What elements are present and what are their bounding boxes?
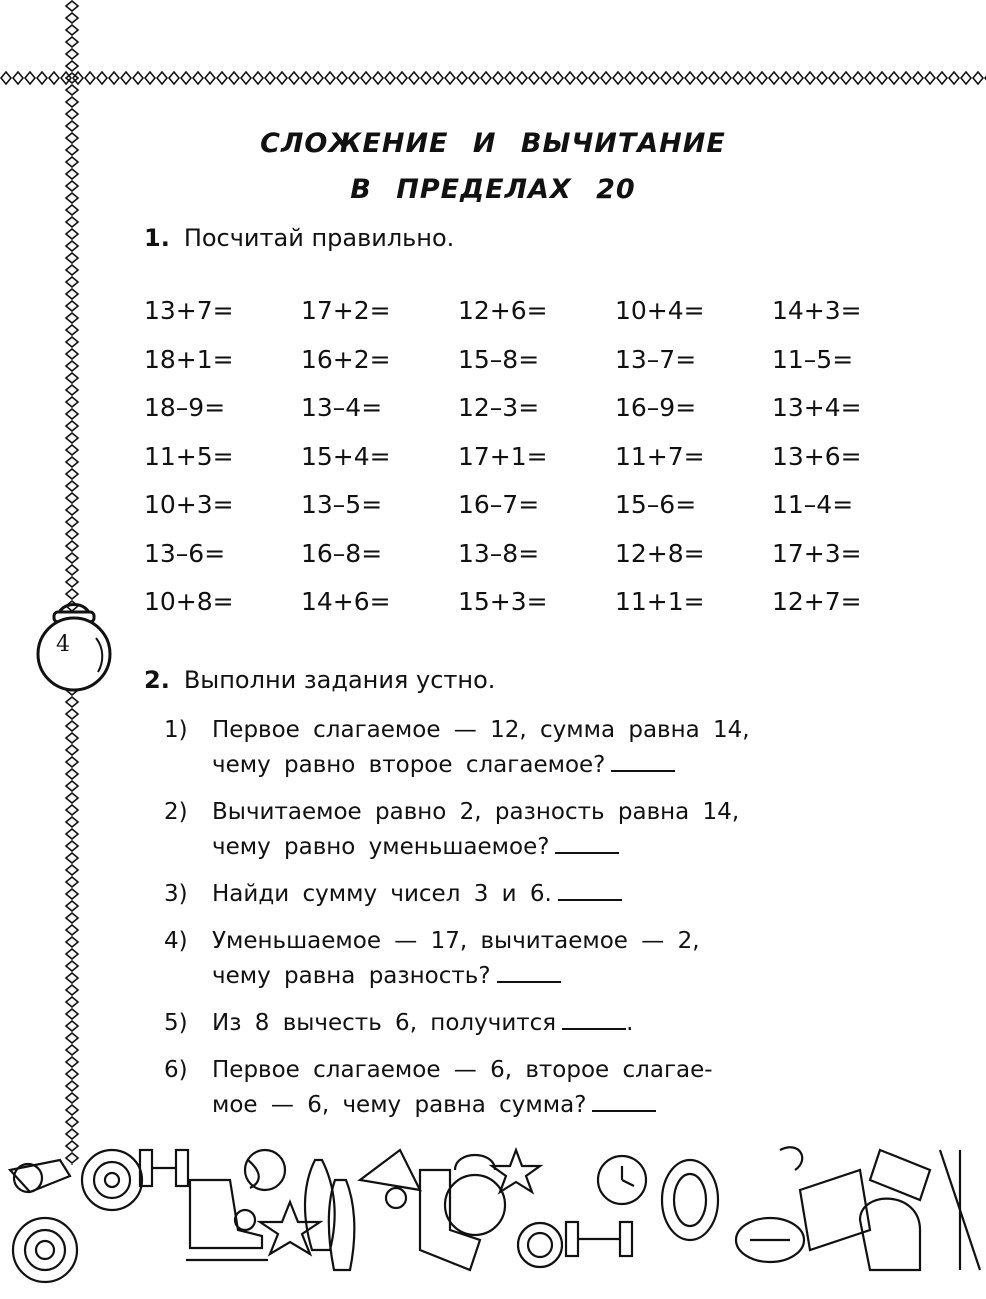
equation: 11+1= — [615, 587, 705, 616]
arrows-icon — [940, 1150, 980, 1270]
sports-doodle-border — [0, 1130, 986, 1299]
equation: 11+7= — [615, 441, 705, 471]
equation: 15–6= — [615, 490, 697, 519]
small-ball-icon — [235, 1210, 255, 1230]
equation: 13+4= — [772, 393, 862, 422]
task-text — [212, 1006, 884, 1041]
answer-blank — [611, 748, 675, 772]
task-list — [164, 713, 884, 1135]
answer-blank — [592, 1088, 656, 1112]
task-item — [164, 1006, 884, 1041]
equation: 16+2= — [301, 344, 391, 374]
task-line: Найди сумму чисел 3 и 6. — [212, 881, 552, 907]
equation: 11–5= — [772, 344, 854, 374]
task-line: чему равно второе слагаемое? — [212, 752, 606, 778]
equation: 15+3= — [458, 587, 548, 616]
kettlebell-icon — [24, 594, 124, 694]
equation: 12+7= — [772, 587, 862, 616]
task-end-punctuation: . — [626, 1010, 634, 1036]
page-title-line-2: В ПРЕДЕЛАХ 20 — [350, 174, 636, 205]
equation: 15–8= — [458, 344, 540, 374]
task-line: Первое слагаемое — 12, сумма равна 14, — [212, 717, 750, 743]
task-item — [164, 713, 884, 783]
equation: 11–4= — [772, 490, 854, 519]
task-text — [212, 877, 884, 912]
answer-blank — [555, 830, 619, 854]
chain-border-horizontal — [0, 70, 986, 86]
equation: 10+3= — [144, 490, 234, 519]
spiral-tape-icon — [13, 1218, 77, 1282]
equation: 10+8= — [144, 587, 234, 616]
equation: 12+6= — [458, 296, 548, 325]
equation: 18+1= — [144, 344, 234, 374]
task-line: Уменьшаемое — 17, вычитаемое — 2, — [212, 928, 700, 954]
exercise-1-instruction: Посчитай правильно. — [183, 224, 455, 252]
task-number: 2) — [164, 799, 188, 825]
equation: 15+4= — [301, 441, 391, 471]
task-line: Первое слагаемое — 6, второе слагае- — [212, 1057, 713, 1083]
exercise-1-heading — [144, 224, 454, 252]
ribbon-icon — [870, 1150, 930, 1200]
task-number: 4) — [164, 928, 188, 954]
task-number: 3) — [164, 881, 188, 907]
task-text — [212, 924, 884, 994]
page-title-line-1: СЛОЖЕНИЕ И ВЫЧИТАНИЕ — [260, 128, 726, 159]
task-item — [164, 1053, 884, 1123]
boxing-glove-icon — [860, 1199, 920, 1270]
task-line: мое — 6, чему равна сумма? — [212, 1092, 587, 1118]
dumbbell-icon — [140, 1150, 188, 1186]
exercise-2-number: 2. — [144, 666, 170, 694]
football-icon — [736, 1218, 804, 1262]
whistle-icon — [10, 1160, 70, 1192]
equation: 13+6= — [772, 441, 862, 471]
answer-blank — [558, 877, 622, 901]
equation: 10+4= — [615, 296, 705, 325]
exercise-2-instruction: Выполни задания устно. — [183, 666, 496, 694]
equation: 16–7= — [458, 490, 540, 519]
exercise-2-heading — [144, 666, 495, 694]
equation: 17+1= — [458, 441, 548, 471]
task-text — [212, 1053, 884, 1123]
medal-icon — [518, 1223, 562, 1267]
equation: 16–9= — [615, 393, 697, 422]
equation: 12+8= — [615, 538, 705, 568]
stopwatch-icon — [598, 1156, 646, 1204]
equation: 13–4= — [301, 393, 383, 422]
equation: 17+3= — [772, 538, 862, 568]
page-number: 4 — [56, 632, 70, 657]
task-line: чему равна разность? — [212, 963, 491, 989]
task-item — [164, 924, 884, 994]
task-line: чему равно уменьшаемое? — [212, 834, 550, 860]
equation: 13–7= — [615, 344, 697, 374]
goggles-icon — [662, 1160, 718, 1240]
equation: 13+7= — [144, 296, 234, 325]
equation: 12–3= — [458, 393, 540, 422]
target-icon — [82, 1150, 142, 1210]
equation: 14+3= — [772, 296, 862, 325]
equation: 16–8= — [301, 538, 383, 568]
equation: 18–9= — [144, 393, 226, 422]
tennis-ball-icon — [245, 1150, 285, 1190]
bowling-pins-icon — [305, 1160, 354, 1270]
equation: 13–6= — [144, 538, 226, 568]
equation: 14+6= — [301, 587, 391, 616]
dumbbell-icon — [566, 1222, 632, 1256]
task-item — [164, 795, 884, 865]
shuttlecock-icon — [360, 1150, 420, 1208]
equation: 13–8= — [458, 538, 540, 568]
equation: 13–5= — [301, 490, 383, 519]
equation: 11+5= — [144, 441, 234, 471]
task-line: Из 8 вычесть 6, получится — [212, 1010, 557, 1036]
equation: 17+2= — [301, 296, 391, 325]
exercise-1-number: 1. — [144, 224, 170, 252]
answer-blank — [562, 1006, 626, 1030]
task-text — [212, 713, 884, 783]
task-line: Вычитаемое равно 2, разность равна 14, — [212, 799, 740, 825]
answer-blank — [497, 959, 561, 983]
flipper-icon — [780, 1147, 870, 1250]
task-number: 5) — [164, 1010, 188, 1036]
task-number: 1) — [164, 717, 188, 743]
task-item — [164, 877, 884, 912]
task-number: 6) — [164, 1057, 188, 1083]
task-text — [212, 795, 884, 865]
equation-grid — [144, 296, 929, 636]
